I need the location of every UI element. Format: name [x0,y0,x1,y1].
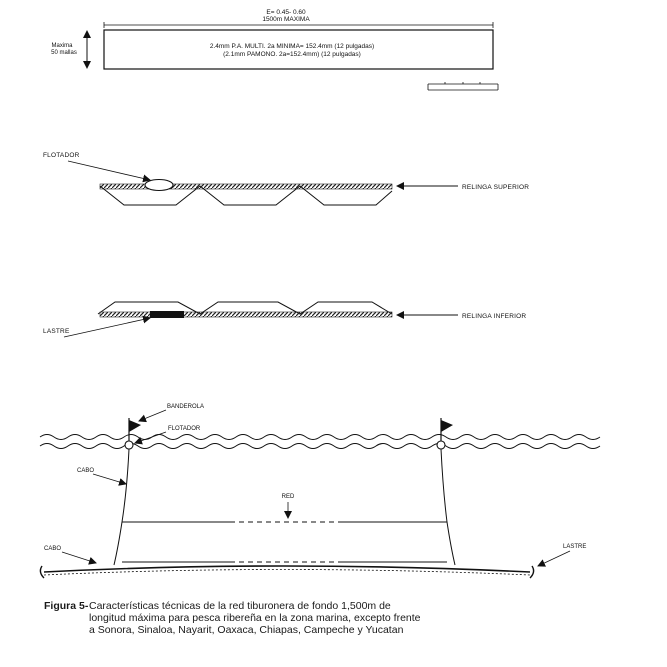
net-left-edge [114,522,122,565]
flotador-label-bottom: FLOTADOR [168,426,201,432]
cabo-pointer-upper [93,474,126,484]
caption-line-3: a Sonora, Sinaloa, Nayarit, Oaxaca, Chiapas, Campeche y Yucatan [89,624,404,636]
net-desc-line1: 2.4mm P.A. MULTI. 2a MINIMA= 152.4mm (12 pulgadas) [209,43,375,50]
scale-bar [428,82,498,90]
cabo-label-lower: CABO [44,546,62,552]
lower-rope [100,312,392,317]
lastre-label-middle: LASTRE [43,328,70,335]
flag-left [129,420,141,432]
lastre-pointer-bottom [538,551,570,566]
bottom-cable [44,566,530,572]
figure-label: Figura 5- [44,600,89,612]
buoy-left [125,441,133,449]
mesh-spec-label: E= 0.45- 0.60 [266,9,306,16]
cable-right [441,449,447,522]
flotador-pointer-bottom [135,432,166,443]
lead-weight [150,311,184,318]
banderola-label: BANDEROLA [167,404,205,410]
net-desc-line2: (2.1mm PAMONO. 2a=152.4mm) (12 pulgadas) [223,51,361,58]
upper-rope [100,184,392,189]
cabo-label-upper: CABO [77,468,95,474]
net-in-water-panel [40,404,600,578]
float-buoy [145,180,173,191]
red-label: RED [281,494,295,500]
relinga-inferior-label: RELINGA INFERIOR [462,313,527,320]
anchor-left [40,566,44,578]
net-right-edge [447,522,455,565]
anchor-right [530,566,534,578]
lastre-pointer-middle [64,318,150,337]
cabo-pointer-lower [62,552,96,563]
length-label: 1500m MAXIMA [262,16,310,23]
flotador-pointer [68,161,150,180]
net-dimensions-panel [51,9,498,90]
lastre-label-bottom: LASTRE [563,544,587,550]
flag-right [441,420,453,432]
caption-line-2: longitud máxima para pesca ribereña en la zona marina, excepto frente [89,612,421,624]
water-surface-wave [40,444,600,449]
buoy-right [437,441,445,449]
banderola-pointer [139,410,166,421]
cable-left [122,449,129,522]
flotador-label: FLOTADOR [43,152,80,159]
caption-line-1: Características técnicas de la red tiburonera de fondo 1,500m de [89,600,391,612]
relinga-superior-label: RELINGA SUPERIOR [462,184,530,191]
rope-detail-panel [43,152,529,337]
height-label-max: Maxima [51,43,73,49]
height-label-meshes: 50 mallas [51,50,77,56]
figure-caption [89,600,529,636]
water-surface-wave-upper [40,435,600,440]
